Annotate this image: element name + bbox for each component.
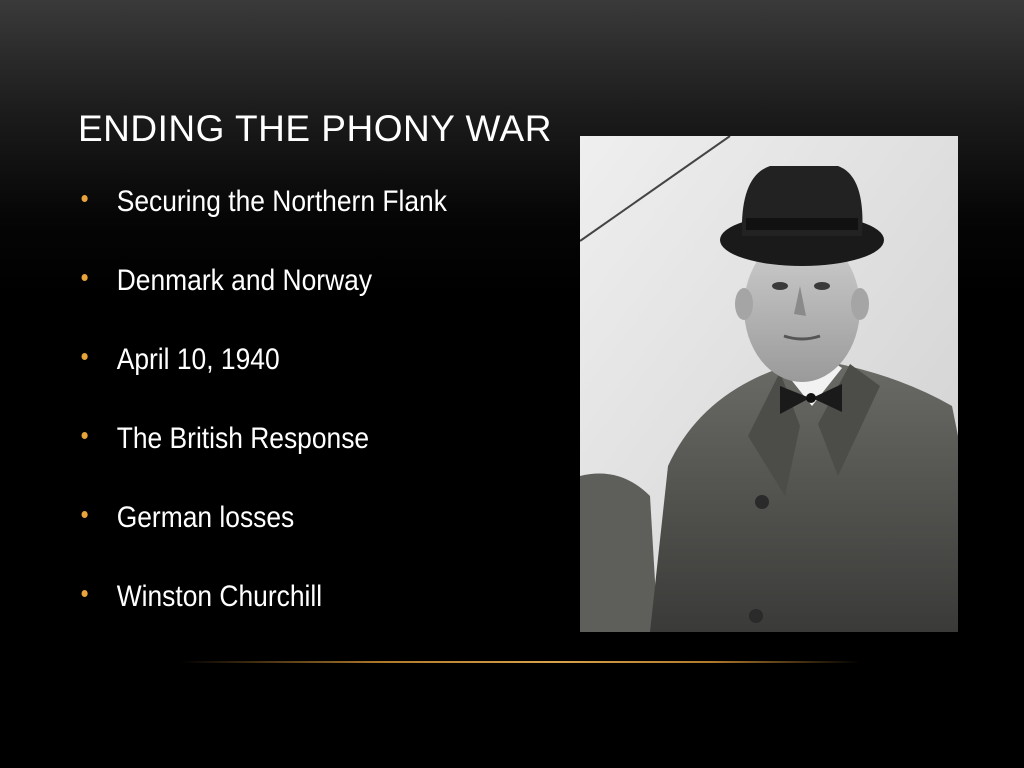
bullet-text: German losses — [116, 501, 295, 534]
bullet-text: Winston Churchill — [116, 580, 323, 613]
portrait-photo-icon — [580, 136, 958, 632]
bullet-icon — [82, 432, 88, 439]
bullet-text: Denmark and Norway — [116, 264, 373, 297]
bullet-icon — [82, 590, 88, 597]
bullet-icon — [82, 274, 88, 281]
slide-title: ENDING THE PHONY WAR — [78, 108, 552, 149]
bullet-icon — [82, 353, 88, 360]
bullet-icon — [82, 195, 88, 202]
bullet-icon — [82, 511, 88, 518]
divider-rule — [180, 661, 860, 663]
bullet-text: The British Response — [116, 422, 370, 455]
portrait-photo — [580, 136, 958, 632]
bullet-text: Securing the Northern Flank — [116, 185, 447, 218]
bullet-text: April 10, 1940 — [116, 343, 280, 376]
